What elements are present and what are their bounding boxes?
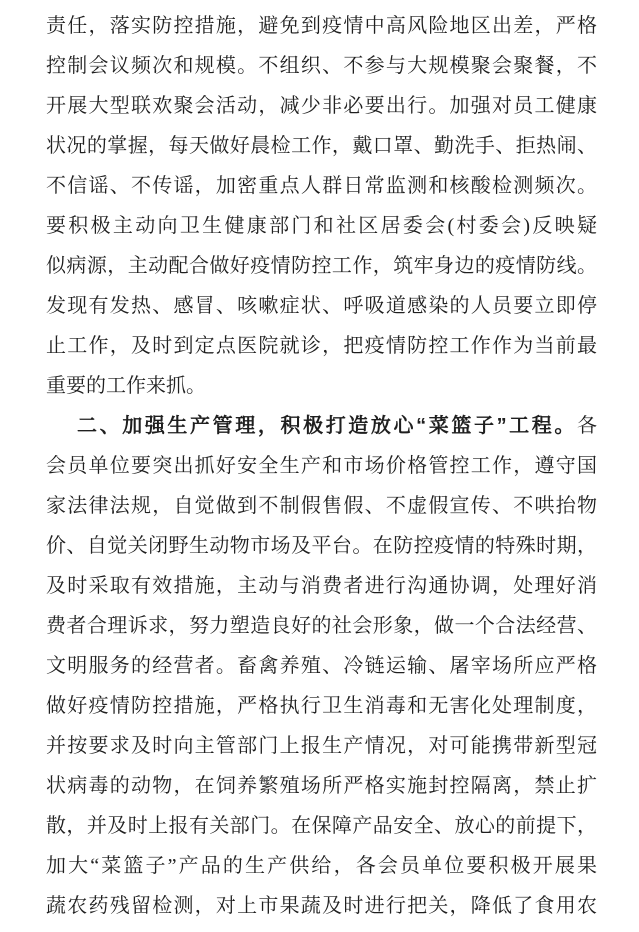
text-line xyxy=(46,526,597,566)
text-line xyxy=(46,206,597,246)
text-run: 各 xyxy=(577,415,597,437)
text-run: 会员单位要突出抓好安全生产和市场价格管控工作，遵守国 xyxy=(46,455,597,477)
text-run: 发现有发热、感冒、咳嗽症状、呼吸道感染的人员要立即停 xyxy=(46,295,597,317)
text-run: 加大“菜篮子”产品的生产供给，各会员单位要积极开展果 xyxy=(46,855,597,877)
section-heading-run: 二、加强生产管理，积极打造放心“菜篮子”工程。 xyxy=(77,415,577,437)
text-line xyxy=(46,886,597,926)
text-run: 家法律法规，自觉做到不制假售假、不虚假宣传、不哄抬物 xyxy=(46,495,597,517)
text-run: 控制会议频次和规模。不组织、不参与大规模聚会聚餐，不 xyxy=(46,55,597,77)
text-run: 价、自觉关闭野生动物市场及平台。在防控疫情的特殊时期， xyxy=(46,535,597,557)
text-line xyxy=(46,846,597,886)
text-line xyxy=(46,286,597,326)
text-line xyxy=(46,6,597,46)
text-run: 不信谣、不传谣，加密重点人群日常监测和核酸检测频次。 xyxy=(46,175,597,197)
text-line xyxy=(46,46,597,86)
text-line xyxy=(46,606,597,646)
text-run: 责任，落实防控措施，避免到疫情中高风险地区出差，严格 xyxy=(46,15,597,37)
text-run: 散，并及时上报有关部门。在保障产品安全、放心的前提下， xyxy=(46,815,597,837)
text-run: 费者合理诉求，努力塑造良好的社会形象，做一个合法经营、 xyxy=(46,615,597,637)
text-line xyxy=(46,86,597,126)
text-line xyxy=(46,366,597,406)
text-line xyxy=(46,126,597,166)
text-run: 止工作，及时到定点医院就诊，把疫情防控工作作为当前最 xyxy=(46,335,597,357)
text-line xyxy=(46,406,597,446)
text-line xyxy=(46,326,597,366)
text-line xyxy=(46,766,597,806)
text-line xyxy=(46,486,597,526)
text-line xyxy=(46,566,597,606)
paragraph xyxy=(46,6,597,406)
paragraph xyxy=(46,406,597,926)
text-line xyxy=(46,646,597,686)
text-run: 蔬农药残留检测，对上市果蔬及时进行把关，降低了食用农 xyxy=(46,895,597,917)
text-line xyxy=(46,726,597,766)
text-run: 文明服务的经营者。畜禽养殖、冷链运输、屠宰场所应严格 xyxy=(46,655,597,677)
text-line xyxy=(46,806,597,846)
text-run: 状病毒的动物，在饲养繁殖场所严格实施封控隔离，禁止扩 xyxy=(46,775,597,797)
text-run: 并按要求及时向主管部门上报生产情况，对可能携带新型冠 xyxy=(46,735,597,757)
text-run: 做好疫情防控措施，严格执行卫生消毒和无害化处理制度， xyxy=(46,695,597,717)
text-block xyxy=(46,6,597,926)
text-line xyxy=(46,686,597,726)
text-run: 重要的工作来抓。 xyxy=(46,375,206,397)
text-line xyxy=(46,446,597,486)
text-run: 状况的掌握，每天做好晨检工作，戴口罩、勤洗手、拒热闹、 xyxy=(46,135,597,157)
text-run: 开展大型联欢聚会活动，减少非必要出行。加强对员工健康 xyxy=(46,95,597,117)
text-line xyxy=(46,166,597,206)
text-run: 及时采取有效措施，主动与消费者进行沟通协调，处理好消 xyxy=(46,575,597,597)
text-run: 要积极主动向卫生健康部门和社区居委会(村委会)反映疑 xyxy=(46,215,597,237)
text-line xyxy=(46,246,597,286)
text-run: 似病源，主动配合做好疫情防控工作，筑牢身边的疫情防线。 xyxy=(46,255,597,277)
